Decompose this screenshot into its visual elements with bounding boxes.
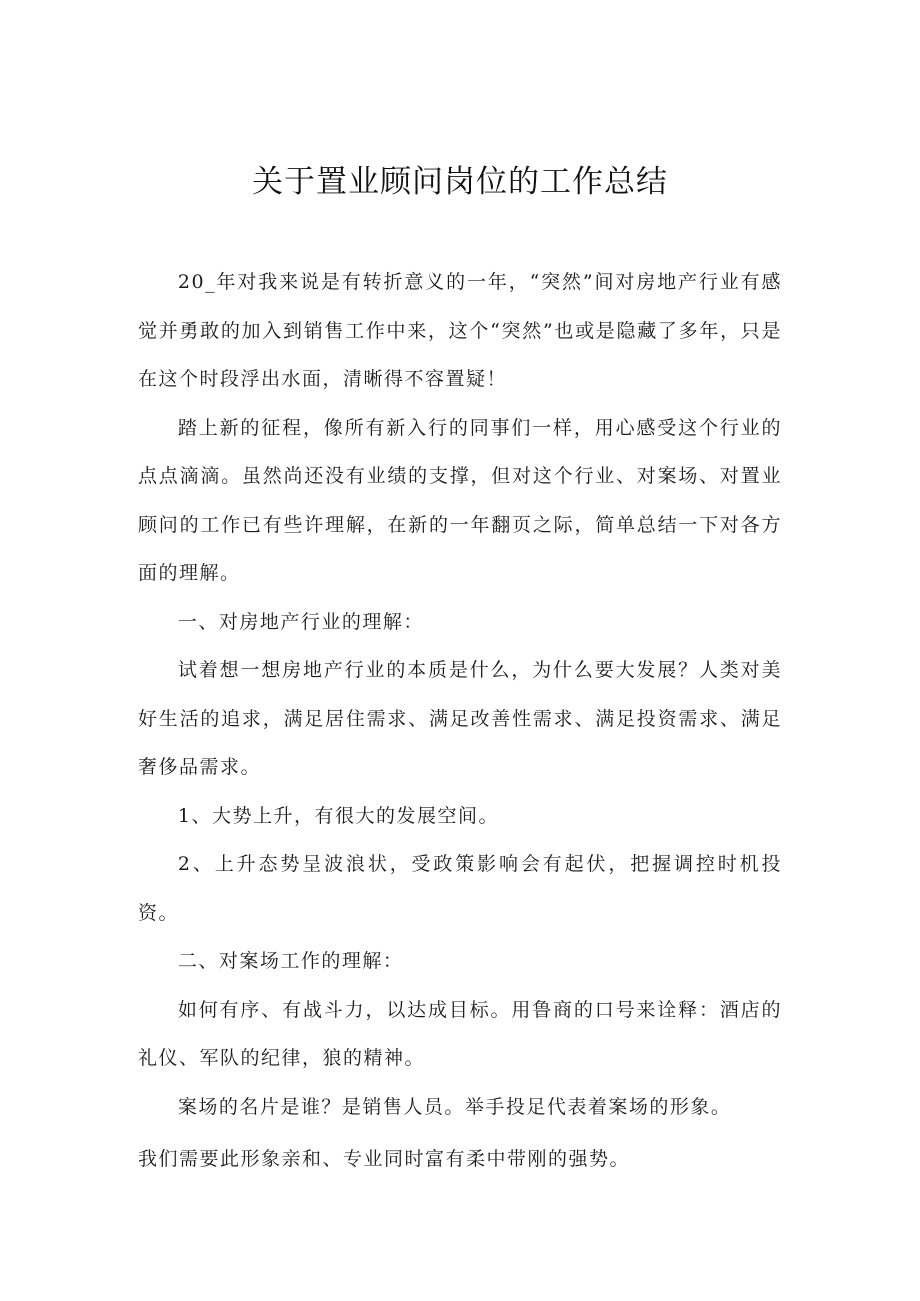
list-item-1: 1、大势上升，有很大的发展空间。 bbox=[177, 804, 499, 827]
section-heading-sales-site: 二、对案场工作的理解： bbox=[177, 950, 404, 972]
paragraph-image: 我们需要此形象亲和、专业同时富有柔中带刚的强势。 bbox=[138, 1148, 631, 1170]
paragraph-business-card: 案场的名片是谁？是销售人员。举手投足代表着案场的形象。 bbox=[177, 1095, 732, 1118]
document-title: 关于置业顾问岗位的工作总结 bbox=[252, 164, 668, 200]
section-heading-industry: 一、对房地产行业的理解： bbox=[177, 610, 424, 633]
paragraph-new-journey: 踏上新的征程，像所有新入行的同事们一样，用心感受这个行业的点点滴滴。虽然尚还没有业绩的支撑，但对这个行业、对案场、对置业顾问的工作已有些许理解，在新的一年翻页之际，简单总结一下对各方面的理解。 bbox=[138, 416, 782, 584]
paragraph-slogan: 如何有序、有战斗力，以达成目标。用鲁商的口号来诠释：酒店的礼仪、军队的纪律，狼的精神。 bbox=[138, 998, 782, 1069]
paragraph-industry-essence: 试着想一想房地产行业的本质是什么，为什么要大发展？人类对美好生活的追求，满足居住需求、满足改善性需求、满足投资需求、满足奢侈品需求。 bbox=[138, 659, 782, 778]
paragraph-intro: 20_年对我来说是有转折意义的一年，“突然”间对房地产行业有感觉并勇敢的加入到销售工作中来，这个“突然”也或是隐藏了多年，只是在这个时段浮出水面，清晰得不容置疑！ bbox=[138, 271, 782, 390]
document-body bbox=[138, 258, 782, 1184]
list-item-2: 2、上升态势呈波浪状，受政策影响会有起伏，把握调控时机投资。 bbox=[138, 853, 782, 924]
